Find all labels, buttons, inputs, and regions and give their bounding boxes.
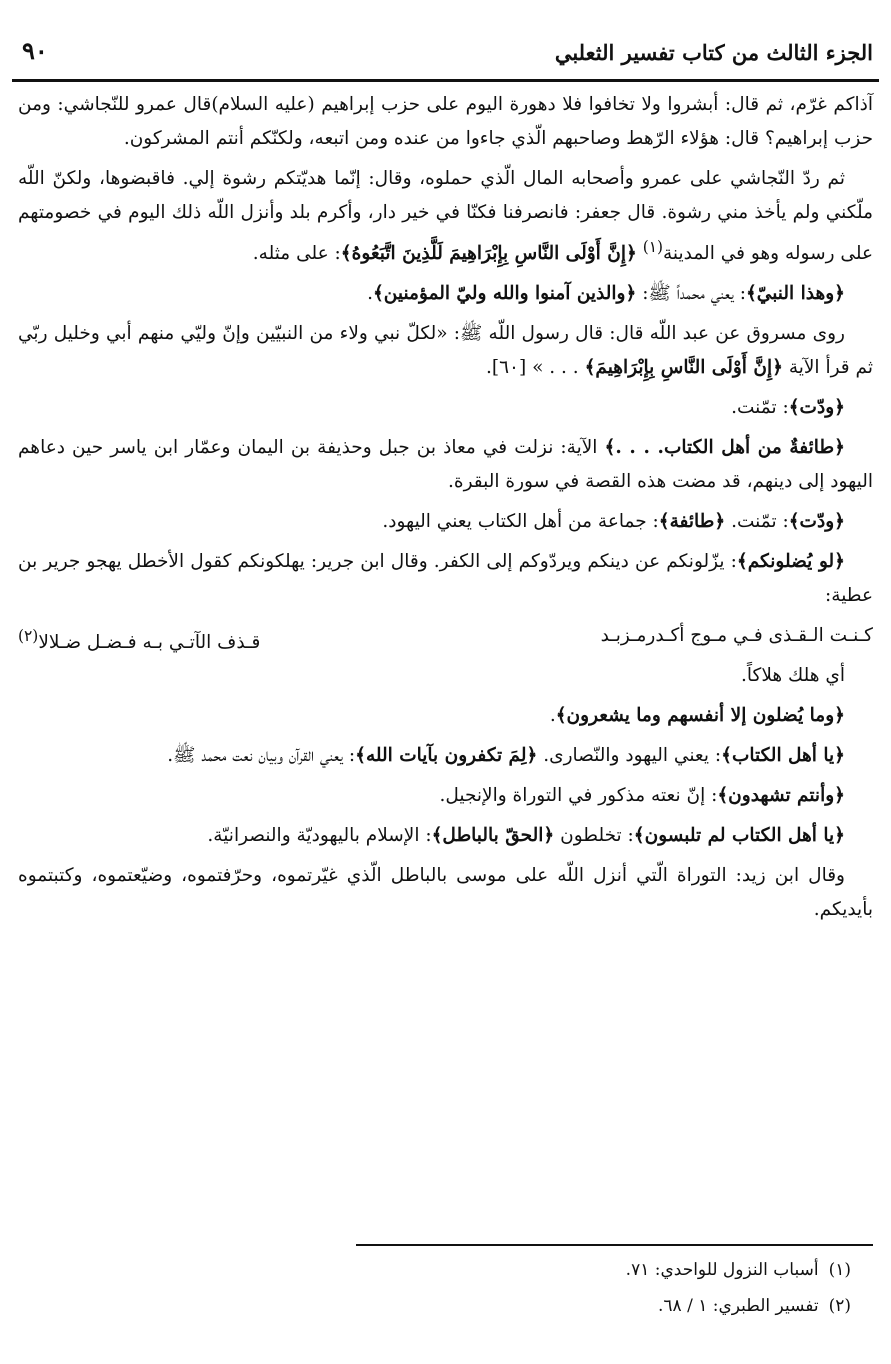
quran-quote: ﴿إِنَّ أَوْلَى النَّاسِ بِإِبْرَاهِيمَ﴾ — [584, 357, 783, 379]
paragraph-text: : الإسلام باليهوديّة والنصرانيّة. — [207, 825, 432, 847]
quran-quote: ﴿وهذا النبيّ﴾ — [745, 283, 845, 305]
footnote-rule — [356, 1244, 873, 1246]
verse-first-hemistich: كـنـت الـقـذى فـي مـوج أكـدرمـزبـد — [600, 625, 873, 647]
quran-quote: ﴿يا أهل الكتاب﴾ — [721, 745, 845, 767]
paragraph — [18, 859, 873, 927]
paragraph — [18, 317, 873, 385]
paragraph-text: : تمّنت. — [725, 511, 789, 533]
quran-quote: ﴿ودّت﴾ — [788, 397, 845, 419]
paragraph — [18, 505, 873, 539]
footnote — [18, 1288, 873, 1324]
paragraph — [18, 431, 873, 499]
paragraph-text: . — [367, 283, 373, 305]
paragraph — [18, 88, 873, 156]
paragraph — [18, 277, 873, 311]
paragraph-text: : تخلطون — [554, 825, 634, 847]
quran-quote: ﴿لِمَ تكفرون بآيات الله﴾ — [355, 745, 538, 767]
paragraph — [18, 545, 873, 613]
paragraph — [18, 739, 873, 773]
paragraph — [18, 391, 873, 425]
paragraph-text: : يعني اليهود والنّصارى. — [537, 745, 722, 767]
paragraph — [18, 659, 873, 693]
footnotes — [18, 1252, 873, 1324]
paragraph-text: : يعني القرآن وبيان نعت محمد ﷺ. — [167, 745, 356, 767]
paragraph — [18, 699, 873, 733]
verse-text: قـذف الآتـي بـه فـضـل ضـلالا — [38, 632, 261, 654]
paragraph-text: آذاكم غرّم، ثم قال: أبشروا ولا تخافوا فلا دهورة اليوم على حزب إبراهيم (عليه السلام)قال عمرو للنّجاشي: ومن حزب إبراهيم؟ قال: هؤلاء الرّهط وصاحبهم الّذي جاءوا من عنده ومن اتبعه، ولكنّكم أنتم المشركون. — [18, 94, 873, 149]
paragraph-text: : تمّنت. — [731, 397, 789, 419]
quran-quote: ﴿طائفةٌ من أهل الكتاب. . . .﴾ — [604, 437, 845, 459]
page-number: ٩٠ — [22, 36, 48, 65]
quran-quote: ﴿وما يُضلون إلا أنفسهم وما يشعرون﴾ — [555, 705, 845, 727]
header-rule — [12, 79, 879, 82]
quran-quote: ﴿إِنَّ أَوْلَى النَّاسِ بِإِبْرَاهِيمَ لَلَّذِينَ اتَّبَعُوهُ﴾ — [340, 243, 637, 265]
footnote-ref: (٢) — [18, 627, 39, 646]
page-header — [18, 36, 873, 80]
footnote — [18, 1252, 873, 1288]
quran-quote: ﴿طائفة﴾ — [658, 511, 726, 533]
paragraph-text: . . . » [٦٠]. — [485, 357, 585, 379]
verse-second-hemistich — [18, 619, 260, 660]
footnote-text: تفسير الطبري: ١ / ٦٨. — [658, 1296, 819, 1316]
paragraph-text: روى مسروق عن عبد اللّه قال: قال رسول اللّه ﷺ: «لكلّ نبي ولاء من النبيّين وإنّ وليّي منهم أبي وخليل ربّي ثم قرأ الآية — [18, 323, 873, 379]
quran-quote: ﴿والذين آمنوا والله وليّ المؤمنين﴾ — [372, 283, 637, 305]
paragraph — [18, 162, 873, 271]
quran-quote: ﴿وأنتم تشهدون﴾ — [717, 785, 845, 807]
footnote-text: أسباب النزول للواحدي: ٧١. — [625, 1260, 819, 1280]
quran-quote: ﴿ودّت﴾ — [788, 511, 845, 533]
paragraph-text: : جماعة من أهل الكتاب يعني اليهود. — [382, 511, 659, 533]
footnote-ref: (١) — [642, 238, 663, 256]
paragraph-text: : على مثله. — [252, 243, 341, 265]
running-title: الجزء الثالث من كتاب تفسير الثعلبي — [554, 40, 873, 65]
paragraph — [18, 779, 873, 813]
poetry-verse — [18, 619, 873, 653]
paragraph-text: . — [549, 705, 556, 727]
paragraph-text: : إنّ نعته مذكور في التوراة والإنجيل. — [439, 785, 718, 807]
paragraph-text: الآية: نزلت في معاذ بن جبل وحذيفة بن اليمان وعمّار ابن ياسر حين دعاهم اليهود إلى دينهم، قد مضت هذه القصة في سورة البقرة. — [18, 437, 873, 493]
paragraph-text: : يعني محمداً ﷺ: — [636, 283, 746, 305]
quran-quote: ﴿لو يُضلونكم﴾ — [736, 551, 845, 573]
paragraph-text: أي هلك هلاكاً. — [741, 665, 845, 687]
footnote-number: (٢) — [828, 1296, 851, 1316]
paragraph-text: ثم ردّ النّجاشي على عمرو وأصحابه المال الّذي حملوه، وقال: إنّما هديّتكم رشوة إلي. فاقبضوها، ولكنّ اللّه ملّكني ولم يأخذ مني رشوة. قال جعفر: فانصرفنا فكنّا في خير دار، وأكرم بلد وأنزل اللّه ذلك اليوم في خصومتهم على رسوله وهو في المدينة — [18, 168, 873, 265]
footnote-number: (١) — [828, 1260, 851, 1280]
paragraph-text: : يزّلونكم عن دينكم ويردّوكم إلى الكفر. وقال ابن جرير: يهلكونكم كقول الأخطل يهجو جرير بن عطية: — [18, 551, 873, 607]
quran-quote: ﴿يا أهل الكتاب لم تلبسون﴾ — [633, 825, 845, 847]
paragraph-text: وقال ابن زيد: التوراة الّتي أنزل اللّه على موسى بالباطل الّذي غيّرتموه، وحرّفتموه، وضيّعتموه، وكتبتموه بأيديكم. — [18, 865, 873, 921]
paragraph — [18, 819, 873, 853]
quran-quote: ﴿الحقّ بالباطل﴾ — [431, 825, 555, 847]
main-text — [18, 88, 873, 933]
